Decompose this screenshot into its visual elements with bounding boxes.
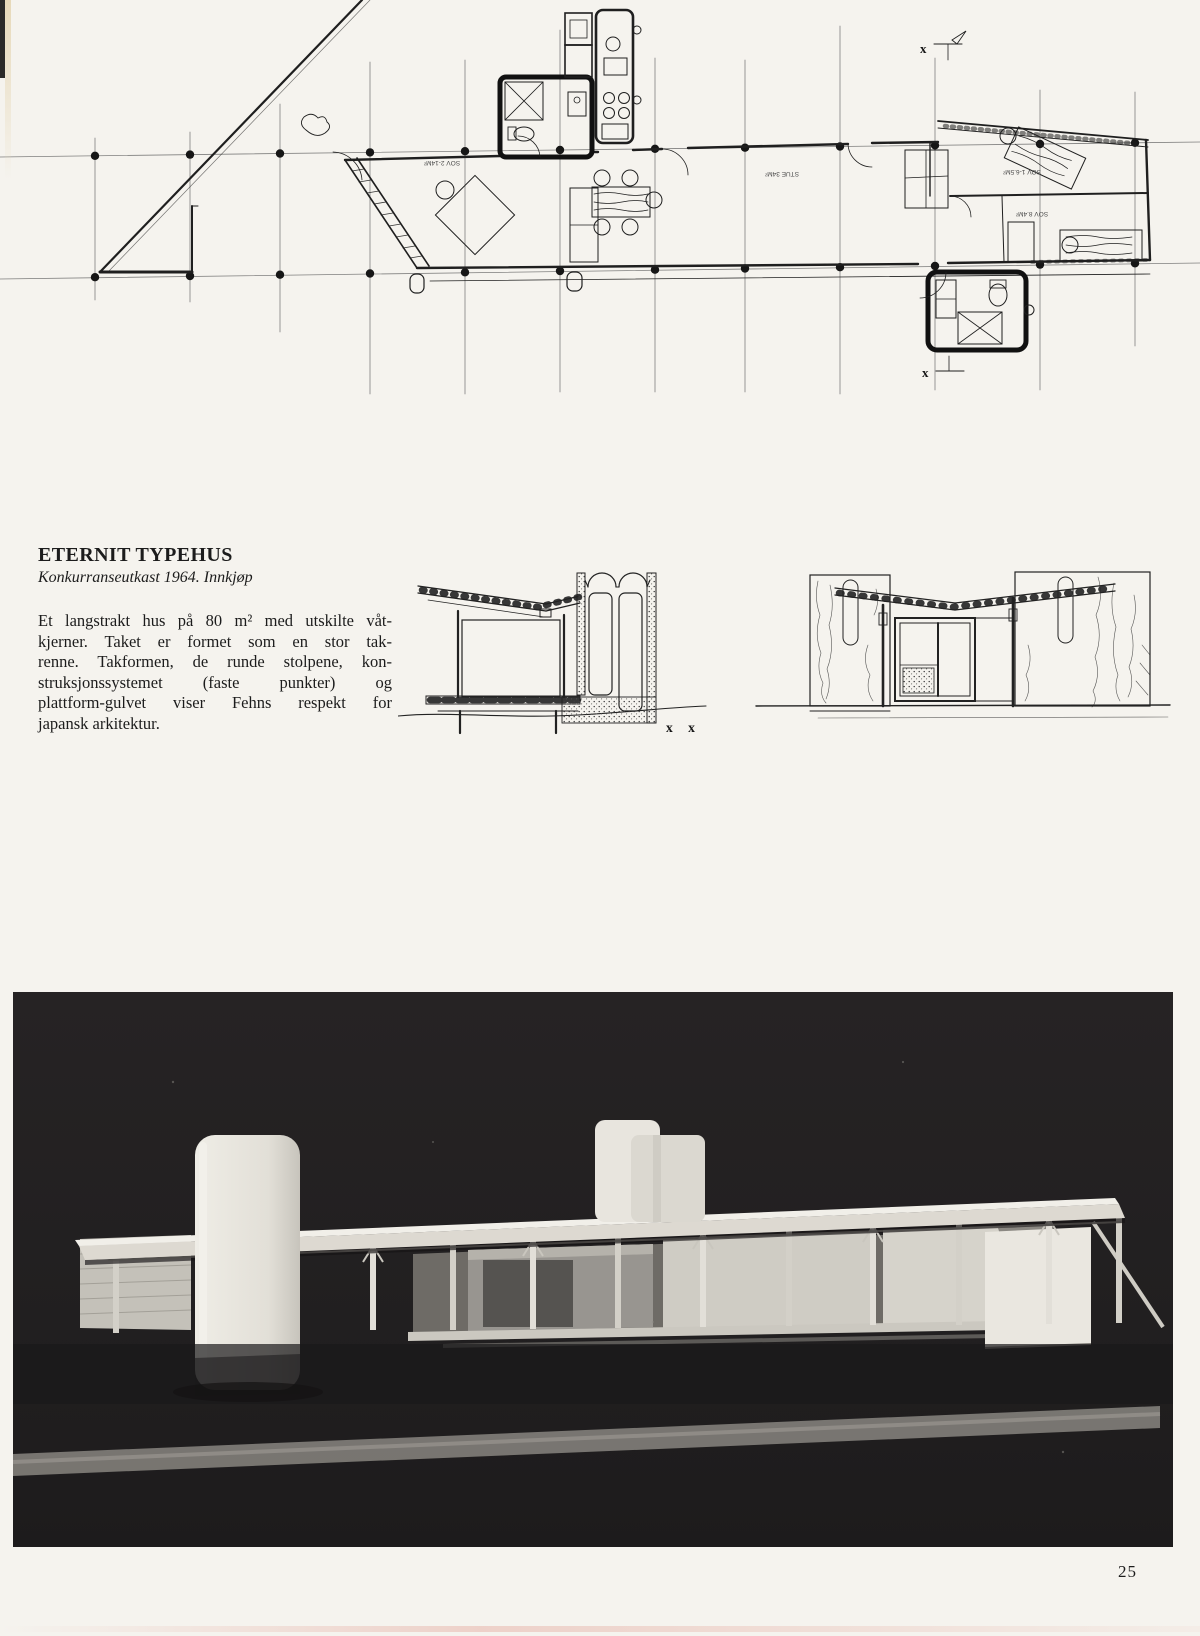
cut-label: x x bbox=[666, 720, 701, 735]
floor-plan-drawing bbox=[0, 0, 1200, 520]
article-text-block bbox=[38, 544, 392, 735]
model-rooftop-box bbox=[595, 1120, 705, 1222]
room-label-sov1: SOV 1-6.5M² bbox=[1003, 168, 1041, 175]
model-photo bbox=[13, 992, 1173, 1547]
grid-dots bbox=[91, 139, 1139, 282]
section-drawings bbox=[398, 525, 1178, 740]
section-marker-top bbox=[920, 31, 966, 60]
article-subtitle: Konkurranseutkast 1964. Innkjøp bbox=[38, 569, 253, 586]
scan-bottom-smudge bbox=[0, 1626, 1200, 1632]
body-line: kjerner. Taket er formet som en stor tak- bbox=[38, 631, 392, 651]
svg-text:x: x bbox=[922, 365, 929, 380]
site-diagonal-lines bbox=[100, 0, 370, 272]
body-line: Et langstrakt hus på 80 m² med utskilte våt- bbox=[38, 611, 392, 630]
page-number: 25 bbox=[1118, 1562, 1137, 1581]
room-label-sov2: SOV 2-14M² bbox=[423, 159, 461, 166]
section-marker-bottom bbox=[922, 356, 964, 380]
body-line: renne. Takformen, de runde stolpene, kon- bbox=[38, 652, 392, 672]
elevation-drawing bbox=[756, 572, 1170, 718]
article-title: ETERNIT TYPEHUS bbox=[38, 544, 233, 566]
plan-living-furniture bbox=[435, 170, 662, 262]
svg-text:x: x bbox=[920, 41, 927, 56]
house-walls bbox=[301, 114, 1150, 293]
plan-bath-kitchen-core bbox=[500, 10, 641, 157]
cross-section-drawing bbox=[398, 573, 706, 735]
article-body bbox=[38, 611, 392, 735]
grid-lines bbox=[0, 26, 1200, 394]
body-line: struksjonssystemet (faste punkter) og bbox=[38, 672, 392, 692]
body-line: japansk arkitektur. bbox=[38, 713, 160, 733]
scan-edge-tint bbox=[5, 0, 11, 180]
room-label-stue: STUE 34M² bbox=[765, 170, 799, 177]
plan-bath-pod bbox=[920, 272, 1034, 350]
room-label-sov3: SOV 8.4M² bbox=[1015, 210, 1049, 217]
plan-room-labels bbox=[423, 159, 1048, 217]
body-line: plattform-gulvet viser Fehns respekt for bbox=[38, 693, 392, 713]
